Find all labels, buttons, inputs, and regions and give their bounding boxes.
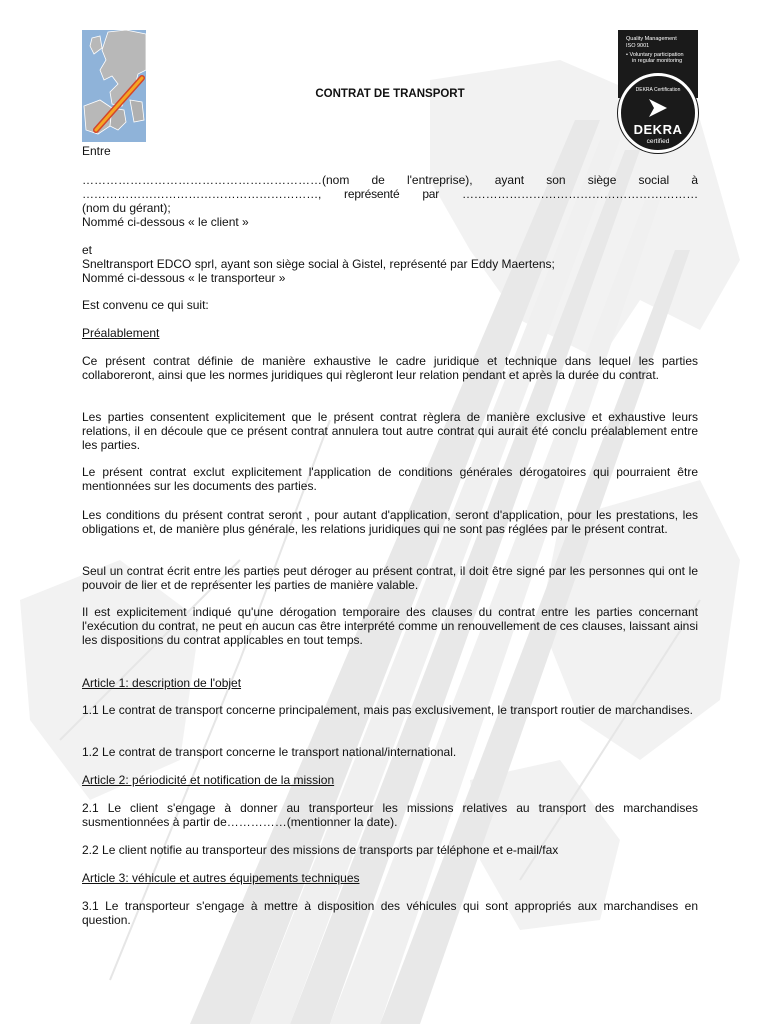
article-3-heading: Article 3: véhicule et autres équipements techniques (82, 871, 360, 885)
preamble-heading: Préalablement (82, 326, 160, 340)
client-designation: Nommé ci-dessous « le client » (82, 215, 249, 229)
article-1-2: 1.2 Le contrat de transport concerne le transport national/international. (82, 745, 457, 759)
preamble-paragraph-4: Les conditions du présent contrat seront , pour autant d'application, seront d'application, pour les prestations, les obligations et, de manière plus générale, les relations juridiques qui ne sont pas réglées par le présent contrat. (82, 508, 698, 536)
entre-label: Entre (82, 144, 111, 158)
carrier-line: Sneltransport EDCO sprl, ayant son siège social à Gistel, représenté par Eddy Maertens; (82, 257, 555, 271)
badge-line-voluntary: • Voluntary participation (626, 52, 684, 58)
preamble-paragraph-2: Les parties consentent explicitement que le présent contrat règlera de manière exclusive et exhaustive leurs relations, il en découle que ce présent contrat annulera tout autre contrat qui aurait été conclu préalablement entre les parties. (82, 410, 698, 452)
article-3-1: 3.1 Le transporteur s'engage à mettre à disposition des véhicules qui sont appropriés aux marchandises en question. (82, 899, 698, 927)
badge-brand: DEKRA (633, 122, 683, 137)
europe-map-logo-icon (82, 30, 146, 142)
preamble-paragraph-3: Le présent contrat exclut explicitement l'application de conditions générales dérogatoires qui pourraient être mentionnées sur les documents des parties. (82, 465, 698, 493)
dekra-arrow-icon (646, 97, 670, 119)
badge-line-quality: Quality Management (626, 36, 677, 42)
article-2-1: 2.1 Le client s'engage à donner au transporteur les missions relatives au transport des marchandises susmentionnées à partir de……………(mentionner la date). (82, 801, 698, 829)
preamble-paragraph-6: Il est explicitement indiqué qu'une dérogation temporaire des clauses du contrat entre les parties concernant l'exécution du contrat, ne peut en aucun cas être interprété comme un renouvellement de ces clauses, laissant ainsi les dispositions du contrat applicables en tout temps. (82, 605, 698, 647)
client-address-line: ……………………………………………………, représenté par …………………………………………………… (82, 187, 698, 201)
badge-line-iso: ISO 9001 (626, 43, 650, 49)
article-1-heading: Article 1: description de l'objet (82, 676, 242, 690)
article-2-2: 2.2 Le client notifie au transporteur des missions de transports par téléphone et e-mail/fax (82, 843, 559, 857)
badge-certified: certified (646, 138, 670, 145)
document-title: CONTRAT DE TRANSPORT (315, 88, 465, 100)
client-company-line: ……………………………………………………(nom de l'entreprise), ayant son siège social à (82, 173, 698, 187)
preamble-paragraph-5: Seul un contrat écrit entre les parties peut déroger au présent contrat, il doit être signé par les personnes qui ont le pouvoir de lier et de représenter les parties de manière valable. (82, 564, 698, 592)
article-1-1: 1.1 Le contrat de transport concerne principalement, mais pas exclusivement, le transport routier de marchandises. (82, 703, 693, 717)
agreement-intro: Est convenu ce qui suit: (82, 298, 209, 312)
badge-line-monitoring: in regular monitoring (632, 58, 683, 64)
client-manager-line: (nom du gérant); (82, 201, 171, 215)
et-label: et (82, 243, 93, 257)
preamble-paragraph-1: Ce présent contrat définie de manière exhaustive le cadre juridique et technique dans lequel les parties collaboreront, ainsi que les normes juridiques qui règleront leur relation pendant et après la durée du contrat. (82, 354, 698, 382)
article-2-heading: Article 2: périodicité et notification de la mission (82, 773, 335, 787)
carrier-designation: Nommé ci-dessous « le transporteur » (82, 271, 286, 285)
badge-arc-text: DEKRA Certification (635, 87, 681, 93)
dekra-certification-badge-icon (618, 30, 698, 152)
